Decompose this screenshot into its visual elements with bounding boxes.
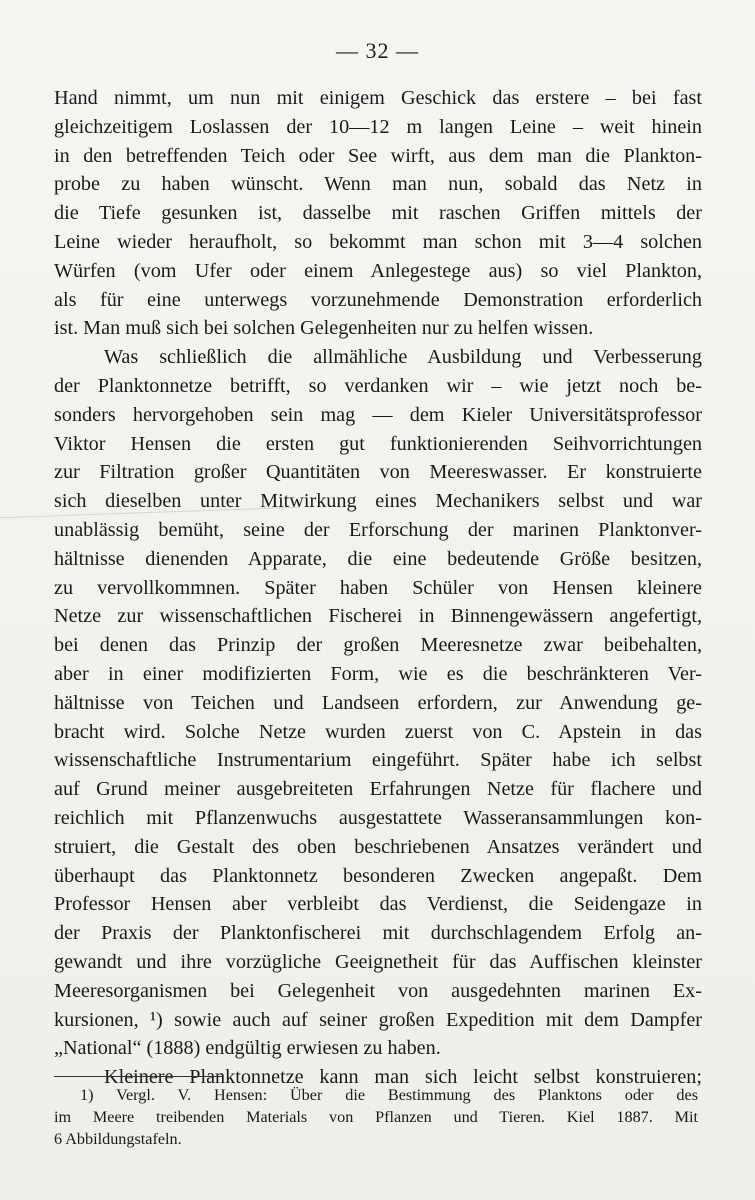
text-line: gewandt und ihre vorzügliche Geeignetheit für das Auffischen kleinster [54,950,702,973]
footnote-line: im Meere treibenden Materials von Pflanzen und Tieren. Kiel 1887. Mit [54,1108,698,1126]
text-line: Professor Hensen aber verbleibt das Verdienst, die Seidengaze in [54,893,702,916]
text-line: Hand nimmt, um nun mit einigem Geschick das erstere – bei fast [54,87,702,109]
text-line: zur Filtration großer Quantitäten von Meereswasser. Er konstruierte [54,461,702,484]
text-line: der Praxis der Planktonfischerei mit durchschlagendem Erfolg an- [54,922,702,945]
text-line: zu vervollkommnen. Später haben Schüler von Hensen kleinere [54,576,702,599]
text-line: reichlich mit Pflanzenwuchs ausgestattete Wasseransammlungen kon- [54,806,702,829]
text-line: Was schließlich die allmähliche Ausbildung und Verbesserung [104,346,702,369]
text-line: struiert, die Gestalt des oben beschriebenen Ansatzes verändert und [54,835,702,858]
text-line: Leine wieder heraufholt, so bekommt man schon mit 3—4 solchen [54,230,702,253]
text-line: in den betreffenden Teich oder See wirft, aus dem man die Plankton- [54,144,702,167]
text-line: sonders hervorgehoben sein mag — dem Kieler Universitätsprofessor [54,403,702,426]
text-line: gleichzeitigem Loslassen der 10—12 m langen Leine – weit hinein [54,115,702,138]
footnote-divider [54,1076,222,1077]
text-line: Netze zur wissenschaftlichen Fischerei in Binnengewässern angefertigt, [54,605,702,628]
footnote-line: 1) Vergl. V. Hensen: Über die Bestimmung des Planktons oder des [80,1086,698,1104]
text-line: ist. Man muß sich bei solchen Gelegenheiten nur zu helfen wissen. [54,317,594,340]
text-line: bei denen das Prinzip der großen Meeresnetze zwar beibehalten, [54,634,702,657]
text-line: Würfen (vom Ufer oder einem Anlegestege aus) so viel Plankton, [54,259,702,282]
text-line: auf Grund meiner ausgebreiteten Erfahrungen Netze für flachere und [54,778,702,801]
text-line: überhaupt das Planktonnetz besonderen Zwecken angepaßt. Dem [54,864,702,887]
text-line: der Planktonnetze betrifft, so verdanken wir – wie jetzt noch be- [54,374,702,397]
text-line: wissenschaftliche Instrumentarium eingeführt. Später habe ich selbst [54,749,702,772]
footnote-line: 6 Abbildungstafeln. [54,1130,182,1148]
text-line: hältnisse von Teichen und Landseen erfordern, zur Anwendung ge- [54,691,702,714]
footnote [54,1084,698,1150]
text-line: kursionen, ¹) sowie auch auf seiner großen Expedition mit dem Dampfer [54,1008,702,1031]
body-text [54,84,702,1092]
text-line: probe zu haben wünscht. Wenn man nun, sobald das Netz in [54,173,702,196]
text-line: aber in einer modifizierten Form, wie es die beschränkteren Ver- [54,662,702,685]
page-number: — 32 — [336,38,419,63]
text-line: unablässig bemüht, seine der Erforschung der marinen Planktonver- [54,518,702,541]
text-line: hältnisse dienenden Apparate, die eine bedeutende Größe besitzen, [54,547,702,570]
text-line: sich dieselben unter Mitwirkung eines Mechanikers selbst und war [54,490,702,513]
text-line: Meeresorganismen bei Gelegenheit von ausgedehnten marinen Ex- [54,979,702,1002]
text-line: Kleinere Planktonnetze kann man sich leicht selbst konstruieren; [104,1066,702,1089]
text-line: die Tiefe gesunken ist, dasselbe mit raschen Griffen mittels der [54,202,702,225]
text-line: als für eine unterwegs vorzunehmende Demonstration erforderlich [54,288,702,311]
text-line: „National“ (1888) endgültig erwiesen zu haben. [54,1037,441,1060]
text-line: bracht wird. Solche Netze wurden zuerst von C. Apstein in das [54,720,702,743]
text-line: Viktor Hensen die ersten gut funktionierenden Seihvorrichtungen [54,432,702,455]
